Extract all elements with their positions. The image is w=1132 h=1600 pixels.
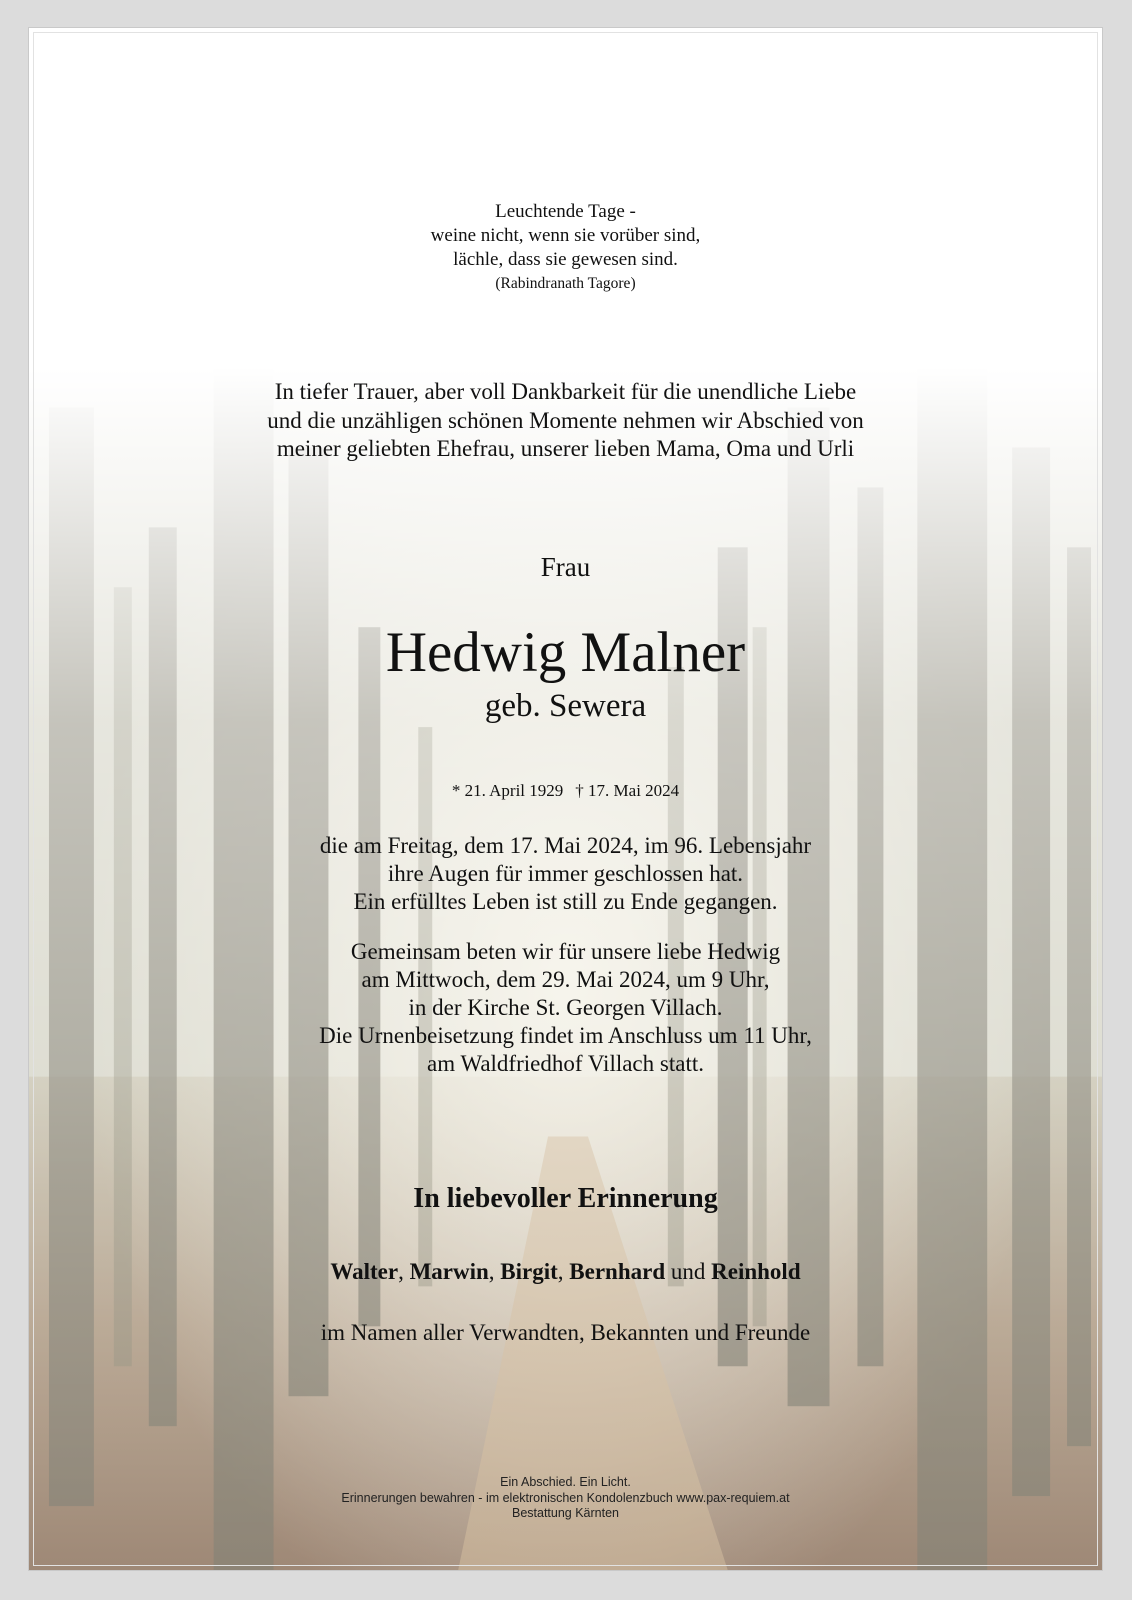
mourner-name: Reinhold <box>711 1259 801 1284</box>
footer-condolence-link[interactable]: Erinnerungen bewahren - im elektronischen Kondolenzbuch www.pax-requiem.at <box>341 1490 790 1505</box>
quote <box>29 200 1102 296</box>
quote-line: weine nicht, wenn sie vorüber sind, <box>430 225 701 246</box>
obituary-card <box>28 27 1103 1571</box>
life-dates <box>29 781 1102 801</box>
mourner-name: Marwin <box>409 1259 489 1284</box>
intro-line: meiner geliebten Ehefrau, unserer lieben Mama, Oma und Urli <box>276 436 855 461</box>
relatives-line: im Namen aller Verwandten, Bekannten und Freunde <box>320 1320 811 1345</box>
name-separator: , <box>488 1259 501 1284</box>
service-details <box>29 938 1102 1078</box>
mourner-name: Walter <box>330 1259 399 1284</box>
service-line: am Mittwoch, dem 29. Mai 2024, um 9 Uhr, <box>361 967 770 992</box>
quote-line: Leuchtende Tage - <box>495 201 636 222</box>
service-line: Die Urnenbeisetzung findet im Anschluss um 11 Uhr, <box>319 1023 812 1048</box>
death-line: ihre Augen für immer geschlossen hat. <box>387 861 744 886</box>
footer-slogan: Ein Abschied. Ein Licht. <box>500 1475 631 1489</box>
intro-text <box>29 378 1102 464</box>
service-line: am Waldfriedhof Villach statt. <box>427 1051 704 1076</box>
obituary-content <box>29 28 1102 1570</box>
memory-heading: In liebevoller Erinnerung <box>413 1183 718 1214</box>
name-separator: , <box>398 1259 410 1284</box>
footer-undertaker: Bestattung Kärnten <box>511 1506 620 1520</box>
death-line: die am Freitag, dem 17. Mai 2024, im 96. Lebensjahr <box>319 833 812 858</box>
mourners-names <box>29 1259 1102 1285</box>
quote-line: lächle, dass sie gewesen sind. <box>453 249 678 270</box>
service-line: Gemeinsam beten wir für unsere liebe Hedwig <box>350 939 781 964</box>
quote-author: (Rabindranath Tagore) <box>495 275 636 292</box>
name-conjunction: und <box>665 1259 712 1284</box>
name-separator: , <box>557 1259 570 1284</box>
mourner-name: Bernhard <box>569 1259 666 1284</box>
footer <box>29 1475 1102 1522</box>
mourner-name: Birgit <box>500 1259 558 1284</box>
birth-date: * 21. April 1929 <box>451 781 564 800</box>
intro-line: und die unzähligen schönen Momente nehmen wir Abschied von <box>267 407 864 433</box>
salutation: Frau <box>540 552 591 582</box>
service-line: in der Kirche St. Georgen Villach. <box>408 995 723 1020</box>
maiden-name: geb. Sewera <box>484 688 647 724</box>
death-date: † 17. Mai 2024 <box>575 781 680 800</box>
death-notice <box>29 832 1102 916</box>
intro-line: In tiefer Trauer, aber voll Dankbarkeit für die unendliche Liebe <box>274 379 857 404</box>
deceased-name: Hedwig Malner <box>385 621 746 684</box>
death-line: Ein erfülltes Leben ist still zu Ende gegangen. <box>353 889 778 914</box>
